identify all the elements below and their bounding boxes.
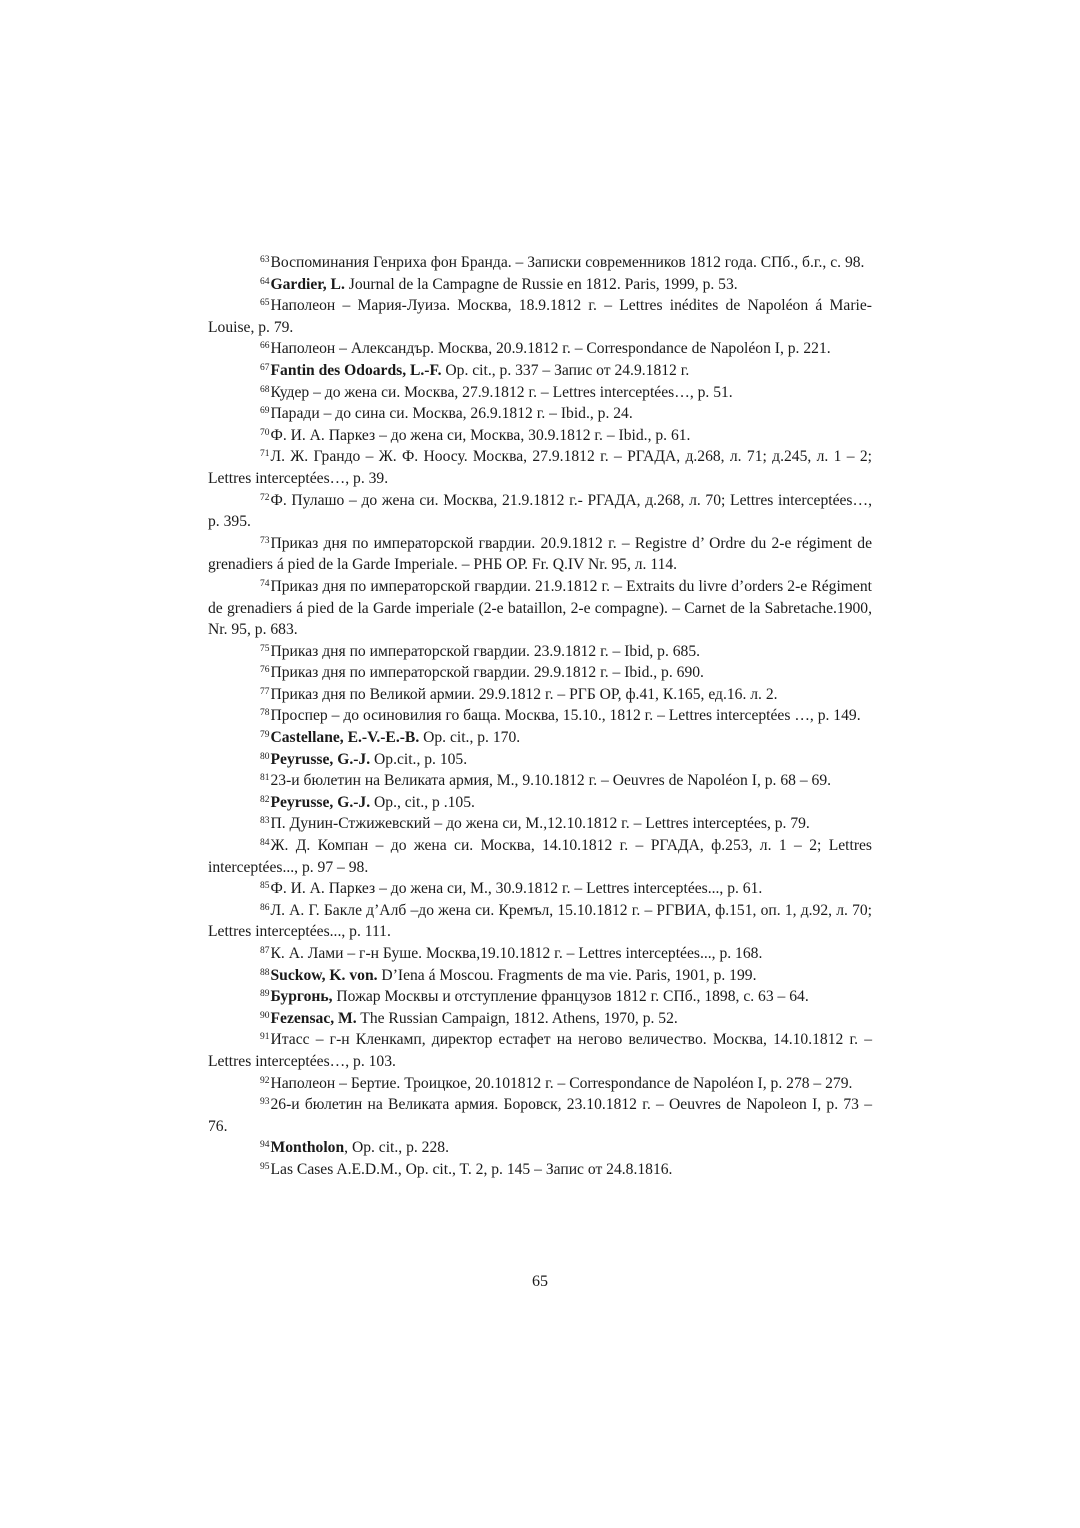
footnote-94 xyxy=(208,1137,872,1159)
footnote-text: Наполеон – Мария-Луиза. Москва, 18.9.1812 г. – Lettres inédites de Napoléon á Marie-Louise, p. 79. xyxy=(208,297,872,336)
footnote-84 xyxy=(208,835,872,878)
footnote-76 xyxy=(208,662,872,684)
footnote-text: Итасс – г-н Кленкамп, директор естафет на негово величество. Москва, 14.10.1812 г. – Lettres interceptées…, p. 103. xyxy=(208,1031,872,1070)
footnote-number: 82 xyxy=(260,794,270,805)
footnote-82 xyxy=(208,792,872,814)
footnote-text: Op.cit., p. 105. xyxy=(370,750,468,768)
footnote-number: 92 xyxy=(260,1075,270,1086)
footnote-number: 83 xyxy=(260,816,270,827)
footnote-64 xyxy=(208,274,872,296)
footnote-text: Воспоминания Генриха фон Бранда. – Записки современников 1812 года. СПб., б.г., с. 98. xyxy=(270,254,865,271)
footnote-78 xyxy=(208,705,872,727)
footnote-number: 71 xyxy=(260,449,270,460)
footnote-author: Peyrusse, G.-J. xyxy=(270,750,371,768)
footnote-number: 70 xyxy=(260,427,270,438)
footnote-text: 23-и бюлетин на Великата армия, М., 9.10.1812 г. – Oeuvres de Napoléon I, p. 68 – 69. xyxy=(270,772,832,790)
footnote-number: 63 xyxy=(260,255,270,265)
footnote-number: 94 xyxy=(260,1140,270,1151)
footnote-number: 87 xyxy=(260,946,270,956)
footnote-63 xyxy=(208,252,872,274)
footnote-text: , Op. cit., p. 228. xyxy=(344,1139,449,1157)
footnote-92 xyxy=(208,1073,872,1095)
footnote-number: 84 xyxy=(260,838,270,849)
footnote-text: Наполеон – Бертие. Троицкое, 20.101812 г. – Correspondance de Napoléon I, p. 278 – 279. xyxy=(270,1074,853,1092)
footnote-number: 65 xyxy=(260,298,270,309)
footnote-79 xyxy=(208,727,872,749)
footnote-text: D’Iena á Moscou. Fragments de ma vie. Paris, 1901, p. 199. xyxy=(377,966,757,984)
footnote-number: 88 xyxy=(260,967,270,978)
footnote-text: Op. cit., p. 337 – Запис от 24.9.1812 г. xyxy=(441,361,690,379)
footnote-author: Peyrusse, G.-J. xyxy=(270,793,371,811)
footnote-text: П. Дунин-Стжижевский – до жена си, М.,12.10.1812 г. – Lettres interceptées, p. 79. xyxy=(270,815,810,833)
footnote-number: 95 xyxy=(260,1161,270,1172)
footnote-text: Наполеон – Александър. Москва, 20.9.1812 г. – Correspondance de Napoléon I, p. 221. xyxy=(270,340,831,358)
footnote-text: Ф. И. А. Паркез – до жена си, М., 30.9.1812 г. – Lettres interceptées..., p. 61. xyxy=(270,880,763,898)
footnote-author: Fezensac, M. xyxy=(270,1009,357,1027)
footnote-text: Л. Ж. Грандо – Ж. Ф. Ноосу. Москва, 27.9.1812 г. – РГАДА, д.268, л. 71; д.245, л. 1 – 2; Lettres interceptées…, p. 39. xyxy=(208,448,872,487)
footnote-71 xyxy=(208,446,872,489)
footnote-86 xyxy=(208,900,872,943)
footnote-91 xyxy=(208,1029,872,1072)
footnotes-list xyxy=(208,252,872,1181)
footnote-number: 69 xyxy=(260,406,270,417)
footnote-number: 74 xyxy=(260,578,270,589)
footnote-number: 91 xyxy=(260,1032,270,1043)
footnote-number: 73 xyxy=(260,535,270,546)
footnote-number: 89 xyxy=(260,989,270,1000)
footnote-66 xyxy=(208,338,872,360)
footnote-68 xyxy=(208,382,872,404)
footnote-text: Ф. И. А. Паркез – до жена си, Москва, 30.9.1812 г. – Ibid., p. 61. xyxy=(270,426,691,444)
footnote-text: Проспер – до осиновилия го баща. Москва, 15.10., 1812 г. – Lettres interceptées …, p. 149. xyxy=(270,707,861,725)
footnote-69 xyxy=(208,403,872,425)
footnote-text: Паради – до сина си. Москва, 26.9.1812 г. – Ibid., p. 24. xyxy=(270,405,633,423)
footnote-text: Кудер – до жена си. Москва, 27.9.1812 г. – Lettres interceptées…, p. 51. xyxy=(270,383,733,401)
footnote-70 xyxy=(208,425,872,447)
footnote-text: 26-и бюлетин на Великата армия. Боровск, 23.10.1812 г. – Oeuvres de Napoleon I, p. 73 – 76. xyxy=(208,1096,872,1135)
page-number: 65 xyxy=(532,1273,548,1290)
footnote-74 xyxy=(208,576,872,641)
footnote-text: Ж. Д. Компан – до жена си. Москва, 14.10.1812 г. – РГАДА, ф.253, л. 1 – 2; Lettres interceptées..., p. 97 – 98. xyxy=(208,837,872,876)
footnote-text: Приказ дня по императорской гвардии. 29.9.1812 г. – Ibid., p. 690. xyxy=(270,664,704,682)
footnote-80 xyxy=(208,749,872,771)
footnote-number: 77 xyxy=(260,686,270,697)
footnote-number: 79 xyxy=(260,730,270,741)
footnote-number: 72 xyxy=(260,492,270,503)
footnote-number: 85 xyxy=(260,881,270,892)
footnote-93 xyxy=(208,1094,872,1137)
footnote-number: 80 xyxy=(260,751,270,762)
footnote-text: Journal de la Campagne de Russie en 1812. Paris, 1999, p. 53. xyxy=(344,275,738,293)
footnote-author: Gardier, L. xyxy=(270,275,345,293)
footnote-author: Бургонь, xyxy=(270,988,333,1006)
footnote-text: Л. А. Г. Бакле д’Алб –до жена си. Кремъл, 15.10.1812 г. – РГВИА, ф.151, оп. 1, д.92, л. 70; Lettres interceptées..., p. 111. xyxy=(208,901,872,941)
footnote-number: 86 xyxy=(260,902,270,913)
footnote-72 xyxy=(208,490,872,533)
footnote-83 xyxy=(208,813,872,835)
footnote-95 xyxy=(208,1159,872,1181)
footnote-text: Приказ дня по Великой армии. 29.9.1812 г. – РГБ ОР, ф.41, К.165, ед.16. л. 2. xyxy=(270,685,778,703)
footnote-number: 81 xyxy=(260,773,270,784)
footnote-89 xyxy=(208,986,872,1008)
footnote-number: 66 xyxy=(260,341,270,352)
footnote-90 xyxy=(208,1008,872,1030)
footnote-text: Ф. Пулашо – до жена си. Москва, 21.9.1812 г.- РГАДА, д.268, л. 70; Lettres interceptées…, p. 395. xyxy=(208,491,872,531)
footnote-text: Op., cit., p .105. xyxy=(370,793,475,811)
footnote-81 xyxy=(208,770,872,792)
footnote-author: Fantin des Odoards, L.-F. xyxy=(270,361,442,379)
footnote-text: Приказ дня по императорской гвардии. 21.9.1812 г. – Extraits du livre d’orders 2-e Régiment de grenadiers á pied de la Garde imperiale (2-e bataillon, 2-e compagne). – Carnet de la Sabretache.1900, Nr. 95, p. 683. xyxy=(208,577,872,639)
footnote-text: Приказ дня по императорской гвардии. 20.9.1812 г. – Registre d’ Ordre du 2-e régiment de grenadiers á pied de la Garde Imperiale. – РНБ ОР. Fr. Q.IV Nr. 95, л. 114. xyxy=(208,534,872,574)
footnote-number: 67 xyxy=(260,362,270,373)
footnote-author: Castellane, E.-V.-E.-B. xyxy=(270,729,420,747)
footnote-number: 90 xyxy=(260,1010,270,1021)
footnote-75 xyxy=(208,641,872,663)
footnote-text: Op. cit., p. 170. xyxy=(419,729,521,747)
footnote-87 xyxy=(208,943,872,965)
footnote-number: 64 xyxy=(260,276,270,287)
footnote-73 xyxy=(208,533,872,576)
footnote-number: 75 xyxy=(260,643,270,654)
footnote-text: К. А. Лами – г-н Буше. Москва,19.10.1812 г. – Lettres interceptées..., p. 168. xyxy=(270,945,763,962)
footnote-number: 68 xyxy=(260,384,270,395)
footnote-number: 76 xyxy=(260,665,270,676)
footnote-85 xyxy=(208,878,872,900)
footnote-text: Пожар Москвы и отступление французов 1812 г. СПб., 1898, с. 63 – 64. xyxy=(332,988,809,1006)
footnote-text: Las Cases A.E.D.M., Op. cit., T. 2, p. 145 – Запис от 24.8.1816. xyxy=(270,1160,673,1178)
footnote-88 xyxy=(208,965,872,987)
footnote-77 xyxy=(208,684,872,706)
footnote-text: The Russian Campaign, 1812. Athens, 1970, p. 52. xyxy=(356,1009,678,1027)
footnote-number: 78 xyxy=(260,708,270,719)
footnote-number: 93 xyxy=(260,1097,270,1108)
footnote-65 xyxy=(208,295,872,338)
footnote-author: Montholon xyxy=(270,1139,345,1157)
footnote-author: Suckow, K. von. xyxy=(270,966,378,984)
footnote-67 xyxy=(208,360,872,382)
footnote-text: Приказ дня по императорской гвардии. 23.9.1812 г. – Ibid, p. 685. xyxy=(270,642,701,660)
